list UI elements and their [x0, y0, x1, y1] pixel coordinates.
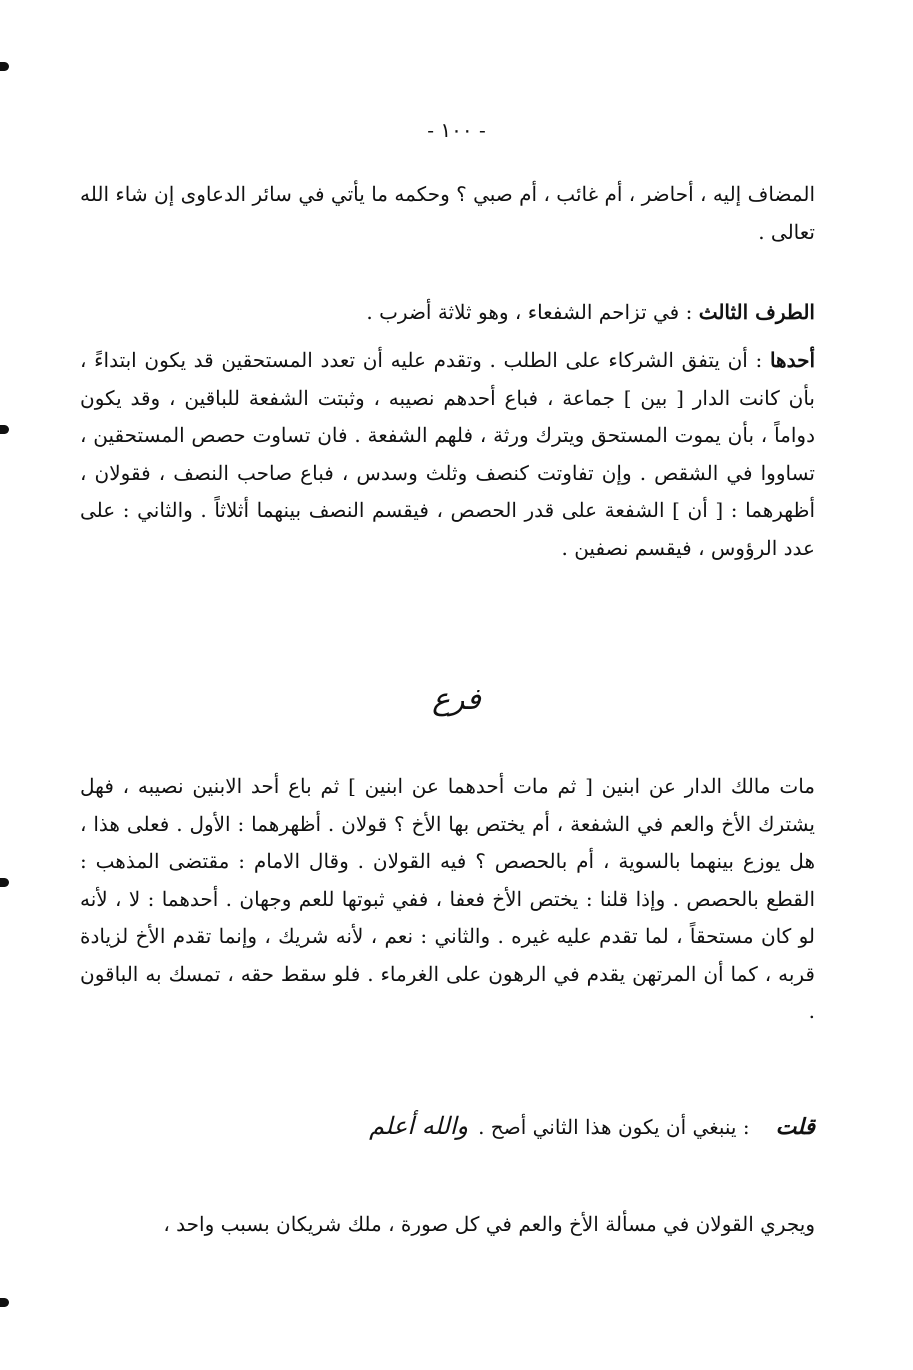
page-number: - ١٠٠ -	[427, 118, 486, 142]
scan-edge-mark	[0, 878, 9, 887]
third-side-text: : في تزاحم الشفعاء ، وهو ثلاثة أضرب .	[366, 300, 699, 324]
scan-edge-mark	[0, 425, 9, 434]
first-kind-paragraph	[80, 342, 815, 567]
top-paragraph	[80, 176, 815, 251]
section-title: فرع	[432, 682, 481, 717]
last-line: ويجري القولان في مسألة الأخ والعم في كل صورة ، ملك شريكان بسبب واحد ،	[163, 1212, 815, 1236]
third-side-heading: الطرف الثالث	[698, 300, 815, 324]
qult-text: : ينبغي أن يكون هذا الثاني أصح .	[478, 1115, 750, 1139]
qult-line	[80, 1108, 815, 1146]
first-kind-text: : أن يتفق الشركاء على الطلب . وتقدم عليه أن تعدد المستحقين قد يكون ابتداءً ، بأن كانت الدار [ بين ] جماعة ، فباع أحدهم نصيبه ، وثبتت الشفعة للباقين ، وقد يكون دواماً ، بأن يموت المستحق ويترك ورثة ، فلهم الشفعة . فان تساوت حصص المستحقين ، تساووا في الشقص . وإن تفاوتت كنصف وثلث وسدس ، فباع صاحب النصف ، فقولان ، أظهرهما : [ أن ] الشفعة على قدر الحصص ، فيقسم النصف بينهما أثلاثاً . والثاني : على عدد الرؤوس ، فيقسم نصفين .	[80, 348, 816, 560]
qult-closing: والله أعلم	[369, 1112, 469, 1140]
top-paragraph-text: المضاف إليه ، أحاضر ، أم غائب ، أم صبي ؟ وحكمه ما يأتي في سائر الدعاوى إن شاء الله تعالى .	[80, 182, 815, 244]
branch-paragraph-text: مات مالك الدار عن ابنين [ ثم مات أحدهما عن ابنين ] ثم باع أحد الابنين نصيبه ، فهل يشترك الأخ والعم في الشفعة ، أم يختص بها الأخ ؟ قولان . أظهرهما : الأول . فعلى هذا ، هل يوزع بينهما بالسوية ، أم بالحصص ؟ فيه القولان . وقال الامام : مقتضى المذهب : القطع بالحصص . وإذا قلنا : يختص الأخ فعفا ، ففي ثبوتها للعم وجهان . أحدهما : لا ، لأنه لو كان مستحقاً ، لما تقدم عليه غيره . والثاني : نعم ، لأنه شريك ، وإنما تقدم الأخ لزيادة قربه ، كما أن المرتهن يقدم في الرهون على الغرماء . فلو سقط حقه ، تمسك به الباقون .	[80, 774, 815, 1023]
third-side-paragraph	[80, 294, 815, 332]
scan-edge-mark	[0, 62, 9, 71]
branch-paragraph	[80, 768, 815, 1031]
qult-label: قلت	[775, 1114, 815, 1140]
first-kind-heading: أحدها	[769, 348, 815, 372]
scan-edge-mark	[0, 1298, 9, 1307]
